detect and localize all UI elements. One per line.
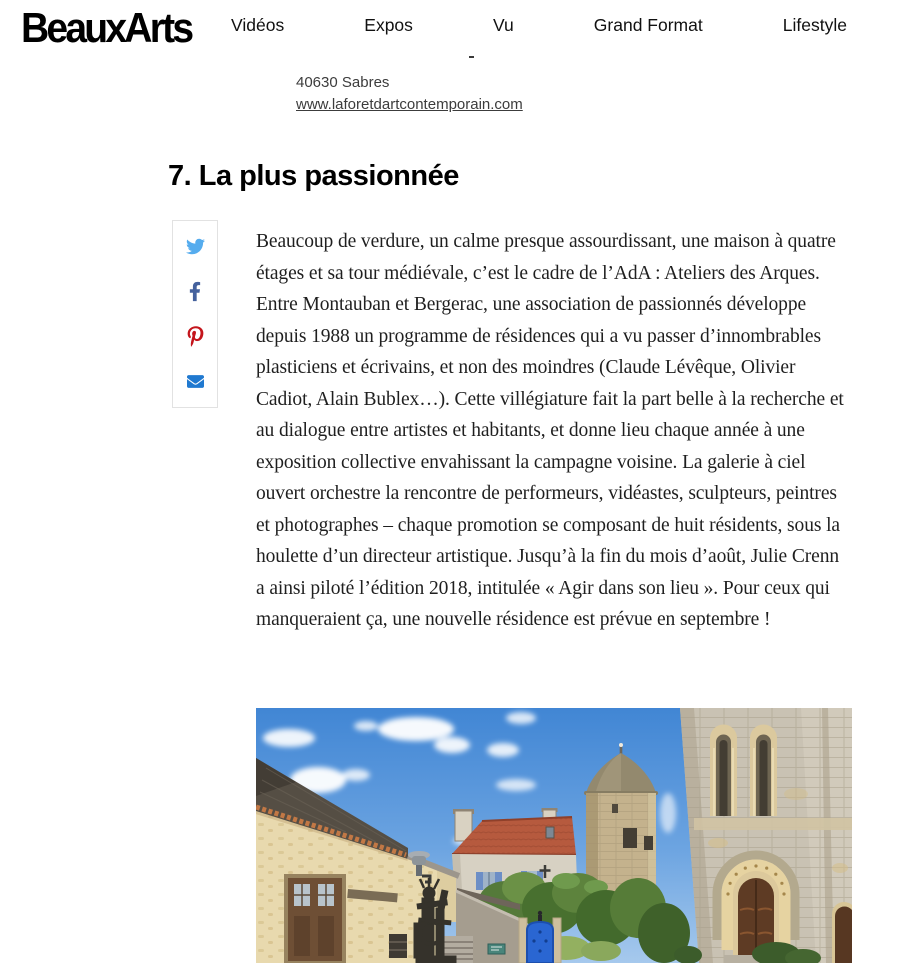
site-header xyxy=(0,0,914,54)
facebook-icon xyxy=(189,281,201,302)
nav-item-expos[interactable]: Expos xyxy=(364,15,413,35)
share-facebook-button[interactable] xyxy=(184,280,206,302)
share-twitter-button[interactable] xyxy=(184,235,206,257)
article-photo xyxy=(256,708,852,963)
envelope-icon xyxy=(185,373,206,390)
share-email-button[interactable] xyxy=(184,371,206,393)
village-photo-illustration xyxy=(256,708,852,963)
website-link[interactable]: www.laforetdartcontemporain.com xyxy=(296,96,523,113)
clipped-text-artifact xyxy=(469,56,474,58)
share-box xyxy=(172,220,218,408)
nav-item-vu[interactable]: Vu xyxy=(492,15,514,35)
nav-item-grand-format[interactable]: Grand Format xyxy=(593,15,703,35)
twitter-icon xyxy=(185,237,206,256)
share-pinterest-button[interactable] xyxy=(184,326,206,348)
address-block xyxy=(296,72,523,116)
nav-item-lifestyle[interactable]: Lifestyle xyxy=(782,15,847,35)
nav-item-videos[interactable]: Vidéos xyxy=(231,15,285,35)
address-city: 40630 Sabres xyxy=(296,74,390,91)
article-paragraph: Beaucoup de verdure, un calme presque assourdissant, une maison à quatre étages et sa tour médiévale, c’est le cadre de l’AdA : Ateliers des Arques. Entre Montauban et Bergerac, une association de passionnés développe depuis 1988 un programme de résidences qui a vu passer d’innombrables plasticiens et écrivains, et non des moindres (Claude Lévêque, Olivier Cadiot, Alain Bublex…). Cette villégiature fait la part belle à la recherche et au dialogue entre artistes et habitants, et donne lieu chaque année à une exposition collective envahissant la campagne voisine. La galerie à ciel ouvert orchestre la rencontre de performeurs, vidéastes, sculpteurs, peintres et photographes – chaque promotion se composant de huit résidents, sous la houlette d’un directeur artistique. Jusqu’à la fin du mois d’août, Julie Crenn a ainsi piloté l’édition 2018, intitulée « Agir dans son lieu ». Pour ceux qui manqueraient ça, une nouvelle résidence est prévue en septembre ! xyxy=(256,231,844,630)
pinterest-icon xyxy=(187,326,204,347)
site-logo[interactable]: BeauxArts xyxy=(21,4,192,51)
main-nav xyxy=(231,15,847,36)
section-heading: 7. La plus passionnée xyxy=(168,160,459,192)
